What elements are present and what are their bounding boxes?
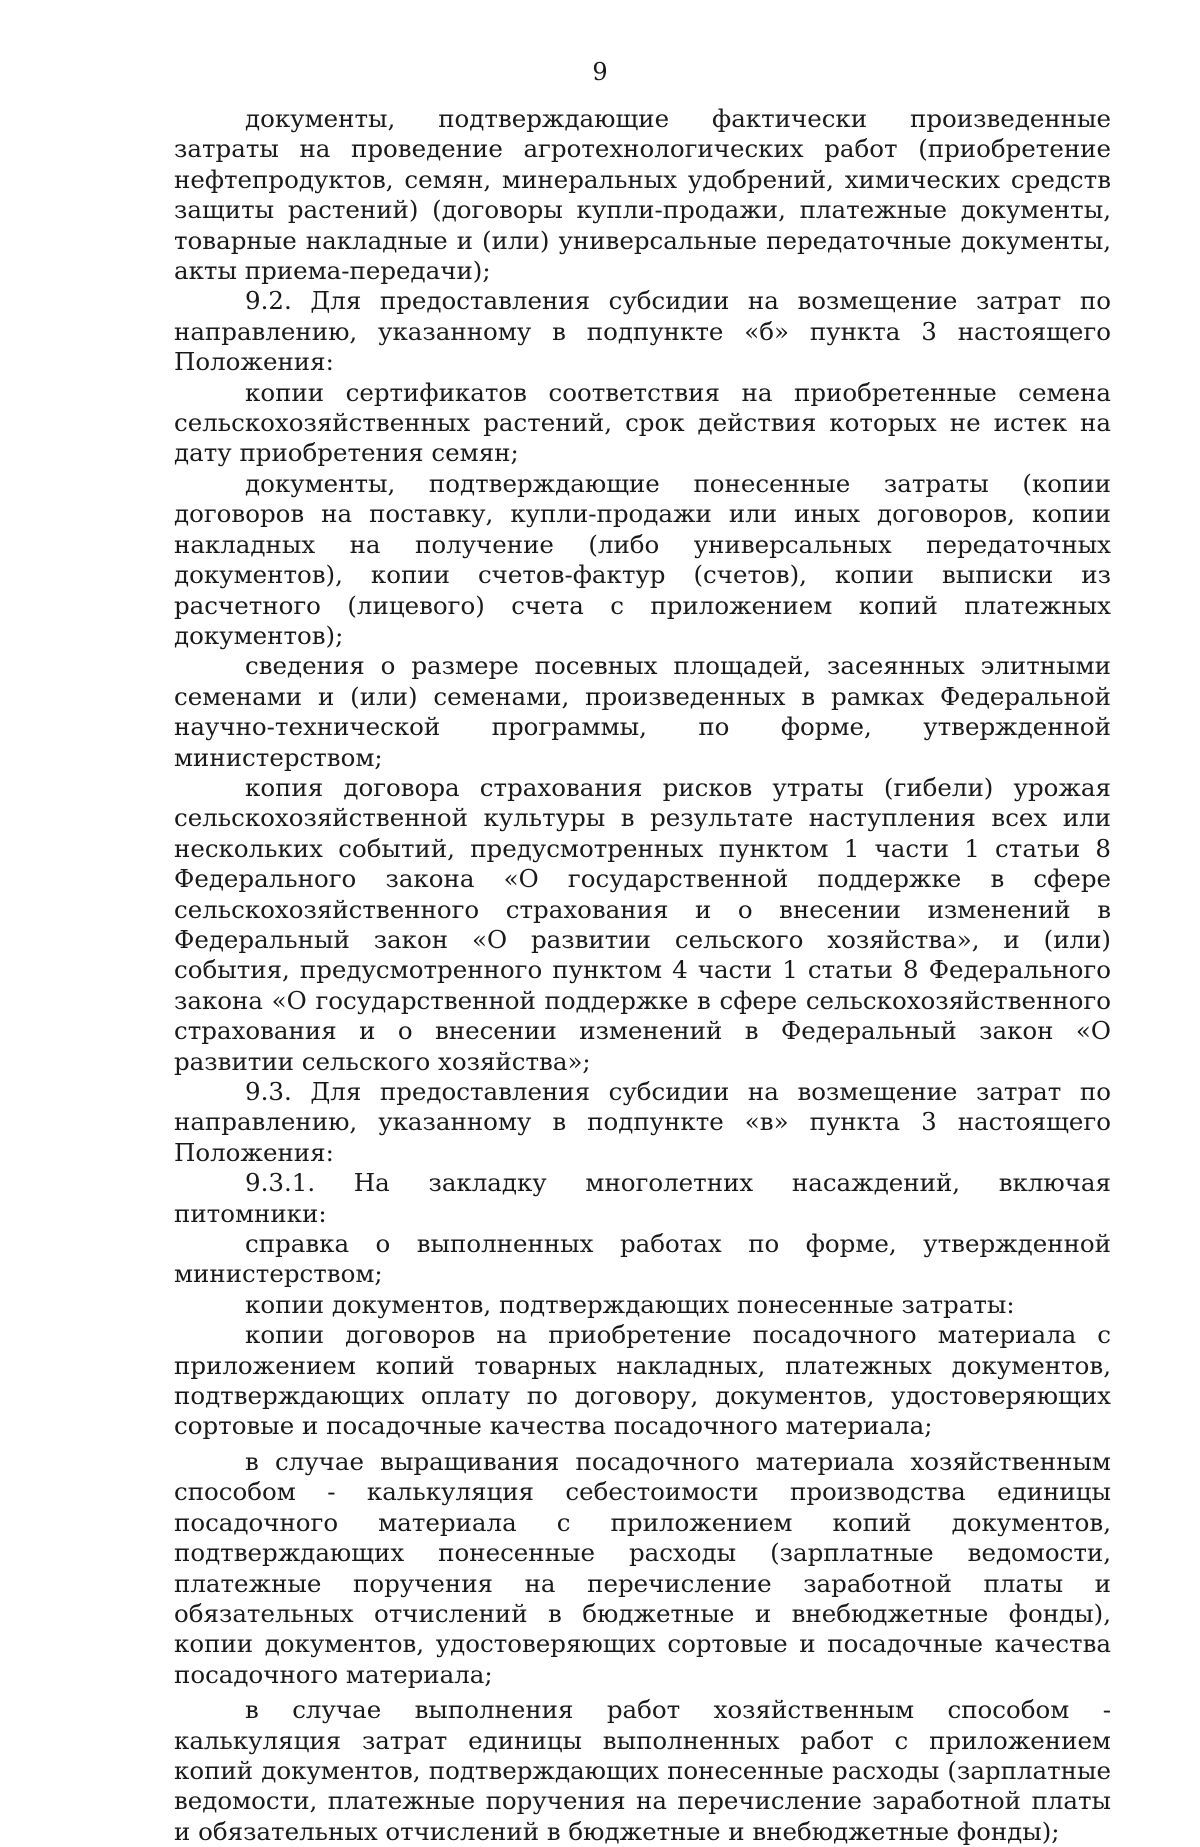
paragraph: в случае выполнения работ хозяйственным способом - калькуляция затрат единицы выполненных работ с приложением копий документов, подтверждающих понесенные расходы (зарплатные ведомости, платежные поручения на перечисление заработной платы и обязательных отчислений в бюджетные и внебюджетные фонды); [174, 1695, 1111, 1846]
page-number: 9 [592, 58, 608, 86]
paragraph: в случае выращивания посадочного материала хозяйственным способом - калькуляция себестоимости производства единицы посадочного материала с приложением копий документов, подтверждающих понесенные расходы (зарплатные ведомости, платежные поручения на перечисление заработной платы и обязательных отчислений в бюджетные и внебюджетные фонды), копии документов, удостоверяющих сортовые и посадочные качества посадочного материала; [174, 1446, 1111, 1689]
paragraph: сведения о размере посевных площадей, засеянных элитными семенами и (или) семенами, произведенных в рамках Федеральной научно-технической программы, по форме, утвержденной министерством; [174, 651, 1111, 772]
document-body [174, 104, 1111, 1847]
paragraph: копии договоров на приобретение посадочного материала с приложением копий товарных накладных, платежных документов, подтверждающих оплату по договору, документов, удостоверяющих сортовые и посадочные качества посадочного материала; [174, 1320, 1111, 1441]
paragraph: 9.3.1. На закладку многолетних насаждений, включая питомники: [174, 1168, 1111, 1228]
paragraph: справка о выполненных работах по форме, утвержденной министерством; [174, 1229, 1111, 1289]
paragraph: копия договора страхования рисков утраты (гибели) урожая сельскохозяйственной культуры в результате наступления всех или нескольких событий, предусмотренных пунктом 1 части 1 статьи 8 Федерального закона «О государственной поддержке в сфере сельскохозяйственного страхования и о внесении изменений в Федеральный закон «О развитии сельского хозяйства», и (или) события, предусмотренного пунктом 4 части 1 статьи 8 Федерального закона «О государственной поддержке в сфере сельскохозяйственного страхования и о внесении изменений в Федеральный закон «О развитии сельского хозяйства»; [174, 772, 1111, 1076]
paragraph: документы, подтверждающие фактически произведенные затраты на проведение агротехнологических работ (приобретение нефтепродуктов, семян, минеральных удобрений, химических средств защиты растений) (договоры купли-продажи, платежные документы, товарные накладные и (или) универсальные передаточные документы, акты приема-передачи); [174, 104, 1111, 286]
paragraph: 9.2. Для предоставления субсидии на возмещение затрат по направлению, указанному в подпункте «б» пункта 3 настоящего Положения: [174, 286, 1111, 377]
paragraph: копии документов, подтверждающих понесенные затраты: [245, 1289, 1015, 1319]
paragraph: 9.3. Для предоставления субсидии на возмещение затрат по направлению, указанному в подпункте «в» пункта 3 настоящего Положения: [174, 1077, 1111, 1167]
paragraph: копии сертификатов соответствия на приобретенные семена сельскохозяйственных растений, срок действия которых не истек на дату приобретения семян; [174, 377, 1111, 468]
paragraph: документы, подтверждающие понесенные затраты (копии договоров на поставку, купли-продажи или иных договоров, копии накладных на получение (либо универсальных передаточных документов), копии счетов-фактур (счетов), копии выписки из расчетного (лицевого) счета с приложением копий платежных документов); [174, 468, 1111, 650]
